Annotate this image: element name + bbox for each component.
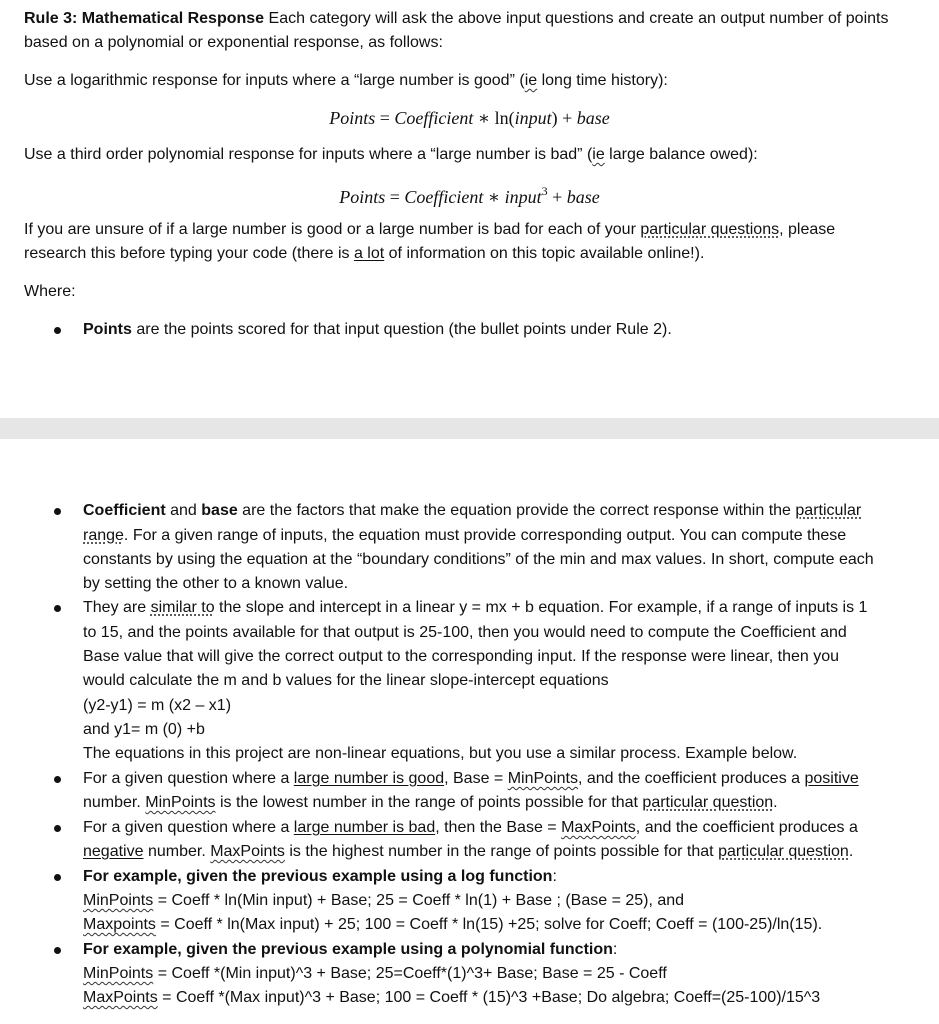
poly-example-heading: For example, given the previous example using a polynomial function: <box>83 941 618 958</box>
bullet-marker <box>54 508 61 515</box>
rule-3-line-1: Rule 3: Mathematical Response Each category will ask the above input questions and create an output number of points <box>24 10 889 27</box>
coefficient-bullet-line-2: range. For a given range of inputs, the equation must provide corresponding output. You can compute these <box>83 527 847 544</box>
coefficient-bullet-line-1: Coefficient and base are the factors that make the equation provide the correct response within the particular <box>83 502 862 519</box>
coefficient-bullet-line-4: by setting the other to a known value. <box>83 575 349 592</box>
coefficient-bullet-line-3: constants by using the equation at the “boundary conditions” of the min and max values. In short, compute each <box>83 551 874 568</box>
unsure-line-2: research this before typing your code (there is a lot of information on this topic available online!). <box>24 245 705 262</box>
bullet-marker <box>54 327 61 334</box>
similar-bullet-line-4: would calculate the m and b values for the linear slope-intercept equations <box>83 672 609 689</box>
poly-example-max: MaxPoints = Coeff *(Max input)^3 + Base; 100 = Coeff * (15)^3 +Base; Do algebra; Coeff=(25-100)/15^3 <box>83 989 821 1006</box>
log-example-max: Maxpoints = Coeff * ln(Max input) + 25; 100 = Coeff * ln(15) +25; solve for Coeff; Coeff = (100-25)/ln(15). <box>83 916 823 933</box>
log-example-min: MinPoints = Coeff * ln(Min input) + Base; 25 = Coeff * ln(1) + Base ; (Base = 25), and <box>83 892 685 909</box>
where-label: Where: <box>24 283 76 300</box>
similar-bullet-line-3: Base value that will give the correct output to the corresponding input. If the response were linear, then you <box>83 648 840 665</box>
rule-3-heading: Rule 3: Mathematical Response <box>24 10 265 27</box>
log-example-heading: For example, given the previous example using a log function: <box>83 868 557 885</box>
bad-bullet-line-1: For a given question where a large number is bad, then the Base = MaxPoints, and the coefficient produces a <box>83 819 858 836</box>
good-bullet-line-2: number. MinPoints is the lowest number in the range of points possible for that particular question. <box>83 794 778 811</box>
rule-3-line-2: based on a polynomial or exponential response, as follows: <box>24 34 443 51</box>
bad-bullet-line-2: negative number. MaxPoints is the highest number in the range of points possible for that particular question. <box>83 843 854 860</box>
bullet-marker <box>54 776 61 783</box>
page-break-gap <box>0 418 939 439</box>
poly-example-min: MinPoints = Coeff *(Min input)^3 + Base; 25=Coeff*(1)^3+ Base; Base = 25 - Coeff <box>83 965 667 982</box>
nonlinear-note: The equations in this project are non-linear equations, but you use a similar process. Example below. <box>83 745 798 762</box>
unsure-line-1: If you are unsure of if a large number is good or a large number is bad for each of your particular questions, please <box>24 221 836 238</box>
log-intro: Use a logarithmic response for inputs where a “large number is good” (ie long time history): <box>24 72 668 89</box>
bullet-marker <box>54 825 61 832</box>
bullet-marker <box>54 947 61 954</box>
slope-equation: (y2-y1) = m (x2 – x1) <box>83 697 232 714</box>
document-page-2 <box>0 439 939 1024</box>
poly-intro: Use a third order polynomial response for inputs where a “large number is bad” (ie large balance owed): <box>24 146 758 163</box>
log-equation: Points = Coefficient ∗ ln(input) + base <box>329 108 610 128</box>
similar-bullet-line-1: They are similar to the slope and intercept in a linear y = mx + b equation. For example, if a range of inputs is 1 <box>83 599 868 616</box>
bullet-points-definition: Points are the points scored for that input question (the bullet points under Rule 2). <box>83 321 672 338</box>
document-page-1 <box>0 0 939 418</box>
bullet-marker <box>54 605 61 612</box>
poly-equation: Points = Coefficient ∗ input$^3$ + base <box>339 184 600 207</box>
good-bullet-line-1: For a given question where a large number is good, Base = MinPoints, and the coefficient produces a positive <box>83 770 859 787</box>
intercept-equation: and y1= m (0) +b <box>83 721 205 738</box>
similar-bullet-line-2: to 15, and the points available for that output is 25-100, then you would need to compute the Coefficient and <box>83 624 847 641</box>
bullet-marker <box>54 874 61 881</box>
